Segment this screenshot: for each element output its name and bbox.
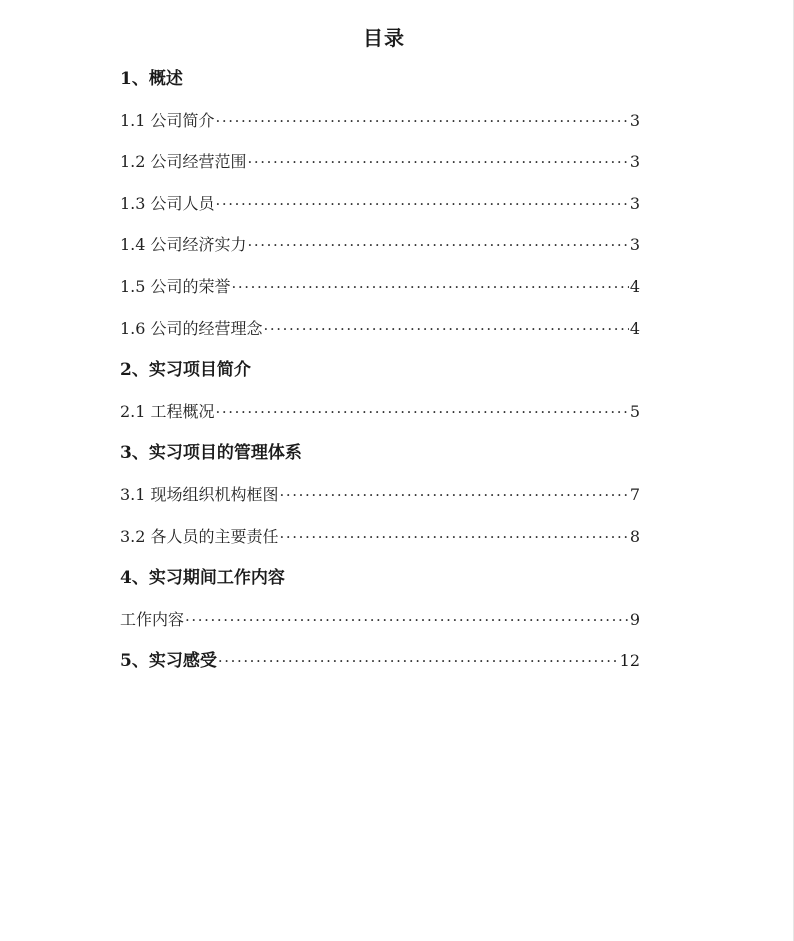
dot-leader bbox=[216, 398, 629, 426]
toc-heading-label: 2、实习项目简介 bbox=[120, 360, 251, 381]
dot-leader bbox=[248, 231, 629, 259]
toc-page-number: 9 bbox=[629, 609, 640, 629]
dot-leader bbox=[218, 647, 619, 675]
toc-page-number: 4 bbox=[629, 318, 640, 338]
toc-entry-3-1[interactable] bbox=[120, 479, 640, 521]
toc-page-number: 3 bbox=[629, 152, 640, 172]
dot-leader bbox=[232, 273, 629, 301]
toc-heading-label: 1、概述 bbox=[120, 69, 183, 89]
toc-entry-label: 1.5 公司的荣誉 bbox=[120, 276, 231, 296]
toc-entry-1-3[interactable] bbox=[120, 188, 640, 230]
toc-entry-2-1[interactable] bbox=[120, 396, 640, 438]
toc-title: 目录 bbox=[363, 26, 405, 50]
toc-entry-1-1[interactable] bbox=[120, 105, 640, 147]
dot-leader bbox=[185, 606, 629, 634]
toc-page-number: 12 bbox=[619, 651, 640, 671]
toc-entry-4-1[interactable] bbox=[120, 604, 640, 646]
dot-leader bbox=[280, 523, 629, 551]
toc-page-number: 8 bbox=[629, 526, 640, 546]
toc-entry-label: 3.2 各人员的主要责任 bbox=[120, 526, 279, 546]
table-of-contents bbox=[120, 63, 640, 687]
toc-heading-3[interactable] bbox=[120, 437, 640, 479]
toc-entry-label: 1.2 公司经营范围 bbox=[120, 152, 247, 172]
toc-heading-label: 3、实习项目的管理体系 bbox=[120, 443, 302, 464]
toc-page-number: 3 bbox=[629, 235, 640, 255]
toc-entry-1-2[interactable] bbox=[120, 146, 640, 188]
toc-page-number: 3 bbox=[629, 193, 640, 213]
toc-heading-1[interactable] bbox=[120, 63, 640, 105]
toc-heading-label: 4、实习期间工作内容 bbox=[120, 568, 285, 589]
toc-heading-2[interactable] bbox=[120, 354, 640, 396]
toc-entry-1-6[interactable] bbox=[120, 313, 640, 355]
toc-entry-label: 1.3 公司人员 bbox=[120, 193, 215, 213]
toc-entry-label: 2.1 工程概况 bbox=[120, 401, 215, 421]
dot-leader bbox=[264, 315, 629, 343]
toc-entry-label: 1.4 公司经济实力 bbox=[120, 235, 247, 255]
toc-entry-1-4[interactable] bbox=[120, 229, 640, 271]
toc-heading-5[interactable] bbox=[120, 645, 640, 687]
toc-page-number: 5 bbox=[629, 401, 640, 421]
toc-page-number: 3 bbox=[629, 110, 640, 130]
toc-page-number: 7 bbox=[629, 484, 640, 504]
dot-leader bbox=[248, 148, 629, 176]
toc-page-number: 4 bbox=[629, 276, 640, 296]
toc-heading-label: 5、实习感受 bbox=[120, 651, 217, 672]
dot-leader bbox=[280, 481, 629, 509]
toc-entry-3-2[interactable] bbox=[120, 521, 640, 563]
toc-entry-label: 3.1 现场组织机构框图 bbox=[120, 484, 279, 504]
toc-entry-label: 工作内容 bbox=[120, 609, 185, 629]
toc-entry-label: 1.6 公司的经营理念 bbox=[120, 318, 263, 338]
toc-entry-label: 1.1 公司简介 bbox=[120, 110, 215, 130]
dot-leader bbox=[216, 190, 629, 218]
toc-heading-4[interactable] bbox=[120, 562, 640, 604]
toc-entry-1-5[interactable] bbox=[120, 271, 640, 313]
dot-leader bbox=[216, 107, 629, 135]
